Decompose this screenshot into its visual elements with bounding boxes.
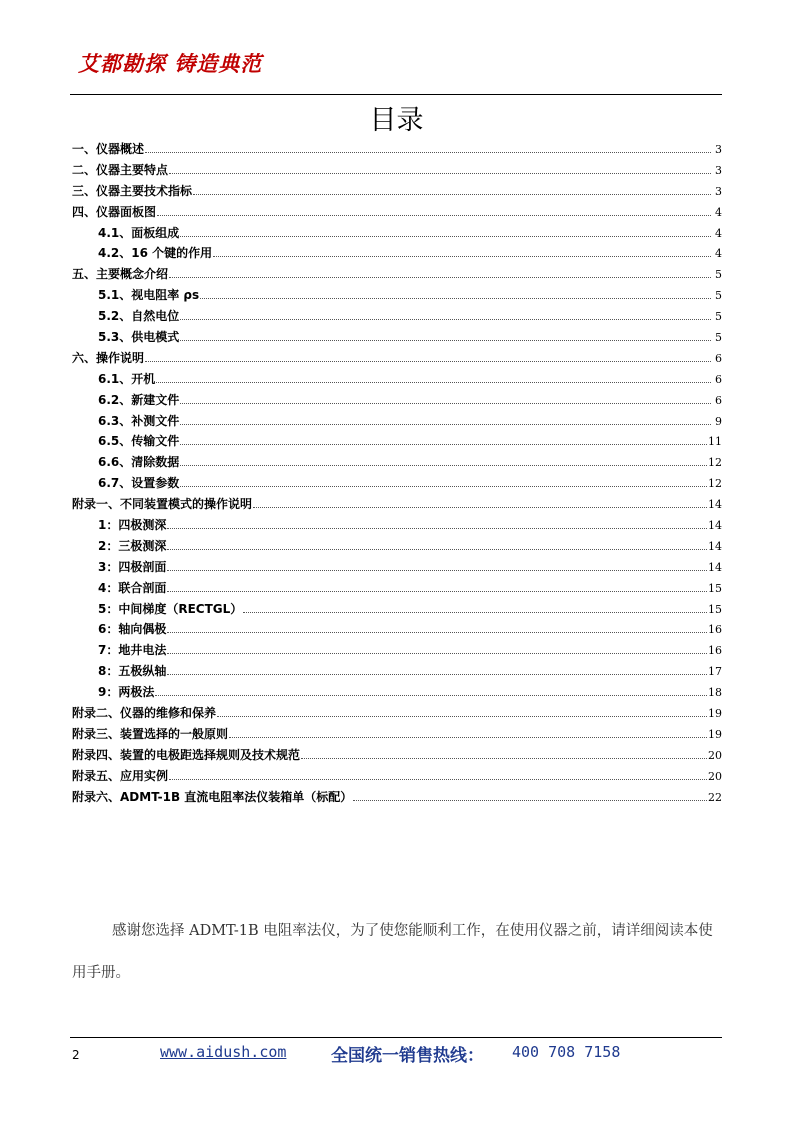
toc-entry-page: 15 xyxy=(708,581,722,595)
toc-entry[interactable] xyxy=(72,202,722,223)
toc-leader-dots xyxy=(180,236,711,237)
toc-entry-label: 附录一、不同装置模式的操作说明 xyxy=(72,497,253,512)
toc-entry-page: 19 xyxy=(708,727,722,741)
toc-entry-label: 4：联合剖面 xyxy=(98,580,167,595)
toc-leader-dots xyxy=(167,570,707,571)
toc-entry[interactable] xyxy=(72,223,722,244)
toc-entry-page: 6 xyxy=(715,351,722,365)
toc-leader-dots xyxy=(155,695,707,696)
intro-paragraph: 感谢您选择 ADMT-1B 电阻率法仪，为了使您能顺利工作，在使用仪器之前，请详细阅读本使用手册。 xyxy=(72,923,713,981)
toc-entry-page: 5 xyxy=(715,331,722,345)
toc-leader-dots xyxy=(180,444,707,445)
toc-leader-dots xyxy=(180,486,707,487)
toc-leader-dots xyxy=(145,152,711,153)
toc-leader-dots xyxy=(193,194,711,195)
toc-leader-dots xyxy=(167,674,707,675)
toc-leader-dots xyxy=(180,340,711,341)
toc-entry-label: 4.1、面板组成 xyxy=(98,225,180,240)
toc-entry-label: 6.6、清除数据 xyxy=(98,455,180,470)
toc-entry[interactable] xyxy=(72,787,722,808)
toc-leader-dots xyxy=(180,319,711,320)
toc-leader-dots xyxy=(200,298,711,299)
toc-entry[interactable] xyxy=(72,306,722,327)
toc-entry-page: 12 xyxy=(708,477,722,491)
toc-entry-label: 5：中间梯度（RECTGL） xyxy=(98,601,243,616)
toc-entry-label: 6.7、设置参数 xyxy=(98,476,180,491)
toc-entry-page: 5 xyxy=(715,289,722,303)
header-brand: 艾都勘探 铸造典范 xyxy=(78,52,263,76)
toc-entry-page: 18 xyxy=(708,686,722,700)
toc-entry[interactable] xyxy=(72,452,722,473)
toc-entry[interactable] xyxy=(72,536,722,557)
toc-entry-page: 20 xyxy=(708,748,722,762)
toc-entry-page: 11 xyxy=(708,435,722,449)
toc-entry-label: 5.1、视电阻率 ρs xyxy=(98,288,200,303)
toc-entry-label: 4.2、16 个键的作用 xyxy=(98,246,213,261)
toc-entry-page: 5 xyxy=(715,310,722,324)
toc-leader-dots xyxy=(157,215,711,216)
toc-entry[interactable] xyxy=(72,160,722,181)
toc-entry-page: 19 xyxy=(708,707,722,721)
toc-entry-page: 5 xyxy=(715,268,722,282)
toc-leader-dots xyxy=(301,758,707,759)
toc-entry-label: 6：轴向偶极 xyxy=(98,622,167,637)
toc-entry-label: 9：两极法 xyxy=(98,685,155,700)
toc-entry-label: 附录三、装置选择的一般原则 xyxy=(72,726,229,741)
toc-entry-label: 附录六、ADMT-1B 直流电阻率法仪装箱单（标配） xyxy=(72,789,353,804)
toc-leader-dots xyxy=(167,549,707,550)
toc-leader-dots xyxy=(180,424,711,425)
toc-entry[interactable] xyxy=(72,557,722,578)
toc-entry-label: 附录四、装置的电极距选择规则及技术规范 xyxy=(72,747,301,762)
toc-entry[interactable] xyxy=(72,139,722,160)
table-of-contents xyxy=(72,139,722,808)
toc-leader-dots xyxy=(156,382,711,383)
toc-entry-label: 6.3、补测文件 xyxy=(98,413,180,428)
toc-entry[interactable] xyxy=(72,640,722,661)
toc-entry-page: 3 xyxy=(715,163,722,177)
toc-leader-dots xyxy=(169,277,711,278)
toc-title: 目录 xyxy=(369,105,424,136)
toc-entry-label: 3：四极剖面 xyxy=(98,559,167,574)
toc-entry-label: 三、仪器主要技术指标 xyxy=(72,183,193,198)
toc-entry[interactable] xyxy=(72,411,722,432)
toc-entry-page: 14 xyxy=(708,498,722,512)
toc-entry-page: 20 xyxy=(708,769,722,783)
toc-entry-label: 2：三极测深 xyxy=(98,538,167,553)
toc-entry[interactable] xyxy=(72,766,722,787)
toc-entry-page: 16 xyxy=(708,623,722,637)
toc-entry[interactable] xyxy=(72,682,722,703)
toc-leader-dots xyxy=(229,737,707,738)
toc-entry-label: 7：地井电法 xyxy=(98,643,167,658)
toc-entry[interactable] xyxy=(72,599,722,620)
toc-leader-dots xyxy=(145,361,711,362)
toc-entry-label: 一、仪器概述 xyxy=(72,142,145,156)
toc-entry-page: 3 xyxy=(715,184,722,198)
toc-leader-dots xyxy=(169,173,711,174)
toc-entry[interactable] xyxy=(72,243,722,264)
toc-entry-page: 15 xyxy=(708,602,722,616)
toc-entry[interactable] xyxy=(72,515,722,536)
toc-leader-dots xyxy=(180,403,711,404)
toc-entry-label: 6.5、传输文件 xyxy=(98,434,180,449)
toc-entry[interactable] xyxy=(72,390,722,411)
toc-entry-label: 附录二、仪器的维修和保养 xyxy=(72,706,217,721)
toc-leader-dots xyxy=(169,779,707,780)
toc-entry[interactable] xyxy=(72,327,722,348)
hotline-phone: 400 708 7158 xyxy=(512,1043,621,1061)
footer-divider xyxy=(70,1037,722,1038)
toc-entry-label: 6.1、开机 xyxy=(98,371,156,386)
toc-leader-dots xyxy=(167,653,707,654)
toc-leader-dots xyxy=(167,591,707,592)
header-divider xyxy=(70,94,722,95)
toc-entry-page: 12 xyxy=(708,456,722,470)
toc-leader-dots xyxy=(180,465,707,466)
toc-entry[interactable] xyxy=(72,369,722,390)
page-number: 2 xyxy=(72,1048,80,1062)
toc-entry-page: 4 xyxy=(715,247,722,261)
toc-entry[interactable] xyxy=(72,264,722,285)
toc-entry-page: 3 xyxy=(715,143,722,156)
toc-entry[interactable] xyxy=(72,661,722,682)
toc-entry-label: 五、主要概念介绍 xyxy=(72,267,169,282)
toc-entry[interactable] xyxy=(72,578,722,599)
toc-leader-dots xyxy=(243,612,707,613)
toc-entry-page: 9 xyxy=(715,414,722,428)
toc-entry[interactable] xyxy=(72,703,722,724)
toc-entry[interactable] xyxy=(72,285,722,306)
toc-leader-dots xyxy=(217,716,707,717)
toc-entry[interactable] xyxy=(72,473,722,494)
toc-entry-page: 14 xyxy=(708,560,722,574)
toc-entry-page: 22 xyxy=(708,790,722,804)
toc-entry-page: 6 xyxy=(715,372,722,386)
toc-entry-label: 5.3、供电模式 xyxy=(98,330,180,345)
toc-leader-dots xyxy=(353,800,707,801)
toc-leader-dots xyxy=(253,507,707,508)
hotline-label: 全国统一销售热线： xyxy=(331,1046,484,1066)
toc-entry[interactable] xyxy=(72,348,722,369)
toc-entry[interactable] xyxy=(72,724,722,745)
toc-entry-page: 17 xyxy=(708,665,722,679)
toc-entry-page: 6 xyxy=(715,393,722,407)
toc-entry-label: 四、仪器面板图 xyxy=(72,204,157,219)
toc-leader-dots xyxy=(213,256,711,257)
toc-leader-dots xyxy=(167,632,707,633)
toc-entry-label: 六、操作说明 xyxy=(72,350,145,365)
toc-entry[interactable] xyxy=(72,181,722,202)
website-link[interactable]: www.aidush.com xyxy=(160,1043,287,1061)
toc-entry-label: 6.2、新建文件 xyxy=(98,392,180,407)
toc-entry-label: 1：四极测深 xyxy=(98,518,167,533)
toc-entry[interactable] xyxy=(72,745,722,766)
toc-entry[interactable] xyxy=(72,494,722,515)
toc-entry-page: 14 xyxy=(708,519,722,533)
toc-entry-page: 4 xyxy=(715,226,722,240)
toc-entry[interactable] xyxy=(72,619,722,640)
toc-entry-label: 二、仪器主要特点 xyxy=(72,162,169,177)
toc-entry-label: 5.2、自然电位 xyxy=(98,309,180,324)
toc-entry-page: 14 xyxy=(708,539,722,553)
toc-entry-page: 16 xyxy=(708,644,722,658)
toc-leader-dots xyxy=(167,528,707,529)
toc-entry-page: 4 xyxy=(715,205,722,219)
toc-entry-label: 附录五、应用实例 xyxy=(72,768,169,783)
toc-entry[interactable] xyxy=(72,431,722,452)
toc-entry-label: 8：五极纵轴 xyxy=(98,664,167,679)
